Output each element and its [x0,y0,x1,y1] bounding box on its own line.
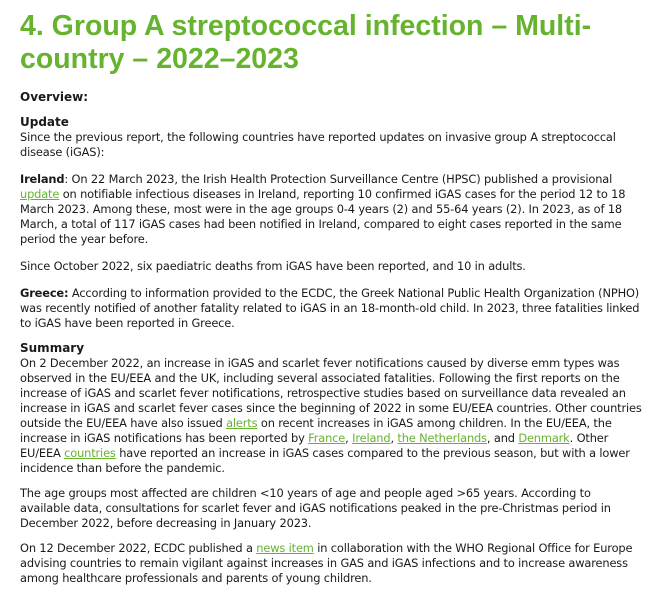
summary-paragraph-3: On 12 December 2022, ECDC published a news item in collaboration with the WHO Regional Office for Europe advising countries to remain vigilant against increases in GAS and iGAS infections and to increase awareness among healthcare professionals and parents of young children. [20,541,633,585]
summary-paragraph-2: The age groups most affected are children <10 years of age and people aged >65 years. According to available data, consultations for scarlet fever and iGAS notifications peaked in the pre-Christmas period in December 2022, before decreasing in January 2023. [20,486,611,530]
deaths-paragraph: Since October 2022, six paediatric deaths from iGAS have been reported, and 10 in adults. [20,259,526,273]
greece-label: Greece: [20,286,69,300]
overview-label: Overview: [20,90,89,104]
france-link[interactable]: France [308,431,346,445]
update-intro: Since the previous report, the following countries have reported updates on invasive group A streptococcal disease (iGAS): [20,130,616,159]
ireland-paragraph: Ireland: On 22 March 2023, the Irish Health Protection Surveillance Centre (HPSC) published a provisional update on notifiable infectious diseases in Ireland, reporting 10 confirmed iGAS cases for the period 12 to 18 March 2023. Among these, most were in the age groups 0-4 years (2) and 55-64 years (2). In 2023, as of 18 March, a total of 117 iGAS cases had been notified in Ireland, compared to eight cases reported in the same period the year before. [20,172,626,246]
greece-paragraph: Greece: According to information provided to the ECDC, the Greek National Public Health Organization (NPHO) was recently notified of another fatality related to iGAS in an 18-month-old child. In 2023, three fatalities linked to iGAS have been reported in Greece. [20,286,640,330]
ireland-link[interactable]: Ireland [352,431,391,445]
netherlands-link[interactable]: the Netherlands [397,431,487,445]
summary-heading: Summary [20,341,85,355]
denmark-link[interactable]: Denmark [518,431,570,445]
alerts-link[interactable]: alerts [226,416,258,430]
countries-link[interactable]: countries [64,446,116,460]
update-link[interactable]: update [20,187,60,201]
ireland-label: Ireland [20,172,65,186]
page-title: 4. Group A streptococcal infection – Multi-country – 2022–2023 [20,10,592,75]
summary-paragraph-1: On 2 December 2022, an increase in iGAS and scarlet fever notifications caused by diverse emm types was observed in the EU/EEA and the UK, including several associated fatalities. Following the first reports on the increase of iGAS and scarlet fever notifications, retrospective studies based on surveillance data revealed an increase in iGAS and scarlet fever cases since the beginning of 2022 in some EU/EEA countries. Other countries outside the EU/EEA have also issued alerts on recent increases in iGAS among children. In the EU/EEA, the increase in iGAS notifications has been reported by France, Ireland, the Netherlands, and Denmark. Other EU/EEA countries have reported an increase in iGAS cases compared to the previous season, but with a lower incidence than before the pandemic. [20,356,642,475]
update-heading: Update [20,115,69,129]
news-item-link[interactable]: news item [256,541,314,555]
document-page [20,10,642,586]
